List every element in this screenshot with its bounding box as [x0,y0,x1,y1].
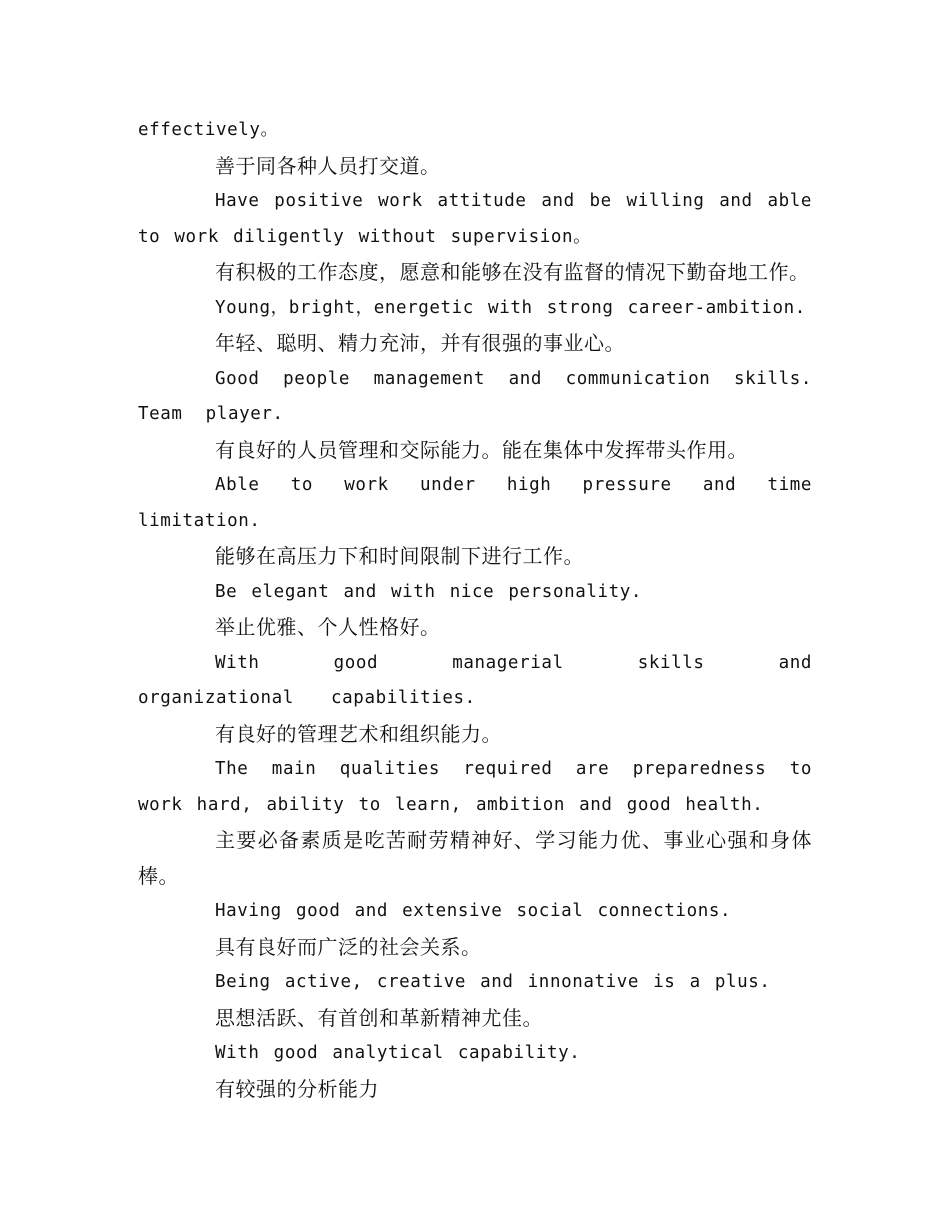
paragraph-en: Be elegant and with nice personality. [215,581,643,602]
paragraph-en: Young，bright，energetic with strong career-ambition. [215,297,806,318]
paragraph-en: Good people management and communication skills. Team player. [138,368,812,424]
paragraph-zh: 主要必备素质是吃苦耐劳精神好、学习能力优、事业心强和身体棒。 [138,828,812,888]
paragraph-en: With good managerial skills and organizational capabilities. [138,652,812,708]
paragraph-zh: 举止优雅、个人性格好。 [215,615,441,639]
paragraph-continuation: effectively。 [138,120,279,140]
paragraph-zh: 具有良好而广泛的社会关系。 [215,934,482,959]
paragraph-en: Able to work under high pressure and time limitation. [138,475,812,531]
paragraph-zh: 善于同各种人员打交道。 [215,153,441,178]
paragraph-zh: 有良好的人员管理和交际能力。能在集体中发挥带头作用。 [215,437,748,462]
paragraph-zh: 能够在高压力下和时间限制下进行工作。 [215,544,584,568]
paragraph-zh: 思想活跃、有首创和革新精神尤佳。 [215,1005,543,1030]
paragraph-zh: 年轻、聪明、精力充沛，并有很强的事业心。 [215,331,625,355]
paragraph-en: The main qualities required are preparedness to work hard, ability to learn, ambition and good health. [138,759,812,815]
paragraph-zh: 有良好的管理艺术和组织能力。 [215,721,502,746]
paragraph-zh: 有较强的分析能力 [215,1076,379,1101]
paragraph-zh: 有积极的工作态度，愿意和能够在没有监督的情况下勤奋地工作。 [215,260,810,284]
paragraph-en: With good analytical capability. [215,1043,581,1063]
paragraph-en: Being active, creative and innonative is a plus. [215,972,771,992]
document-page [138,113,812,1107]
paragraph-en: Having good and extensive social connections. [215,901,732,921]
paragraph-en: Have positive work attitude and be willing and able to work diligently without supervision。 [138,191,812,247]
